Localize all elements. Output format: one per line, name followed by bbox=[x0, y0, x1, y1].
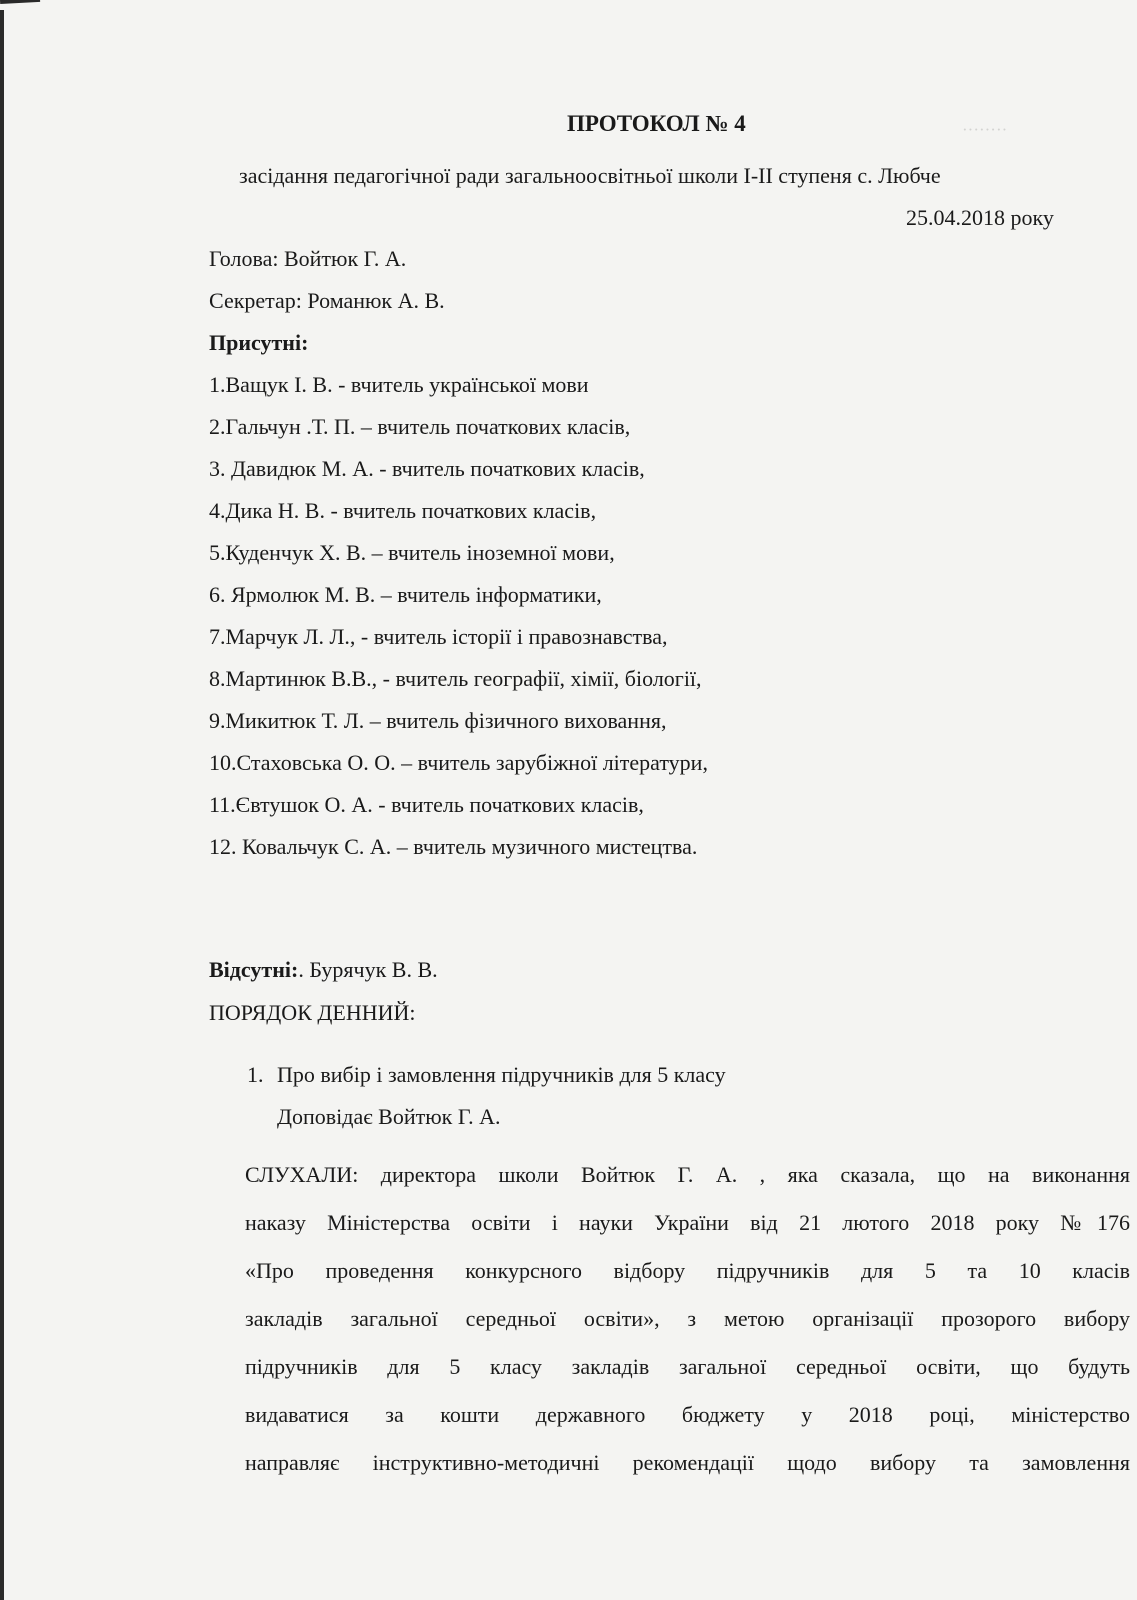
listened-line: «Про проведення конкурсного відбору підручників для 5 та 10 класів bbox=[245, 1258, 1130, 1283]
member-item: 11.Євтушок О. А. - вчитель початкових класів, bbox=[209, 792, 644, 817]
absent-value: . Бурячук В. В. bbox=[298, 957, 438, 982]
absent-label: Відсутні: bbox=[209, 957, 299, 982]
listened-line: СЛУХАЛИ: директора школи Войтюк Г. А. , яка сказала, що на виконання bbox=[245, 1162, 1130, 1187]
member-item: 12. Ковальчук С. А. – вчитель музичного мистецтва. bbox=[209, 834, 698, 859]
present-label: Присутні: bbox=[209, 330, 309, 355]
member-item: 6. Ярмолюк М. В. – вчитель інформатики, bbox=[209, 582, 602, 607]
protocol-subtitle: засідання педагогічної ради загальноосвітньої школи І-ІІ ступеня с. Любче bbox=[239, 163, 941, 188]
listened-line: направляє інструктивно-методичні рекомендації щодо вибору та замовлення bbox=[245, 1450, 1130, 1475]
member-item: 10.Стаховська О. О. – вчитель зарубіжної літератури, bbox=[209, 750, 708, 775]
absent-line bbox=[209, 957, 438, 983]
listened-line: видаватися за кошти державного бюджету у 2018 році, міністерство bbox=[245, 1402, 1130, 1427]
member-item: 5.Куденчук Х. В. – вчитель іноземної мови, bbox=[209, 540, 615, 565]
listened-line: наказу Міністерства освіти і науки України від 21 лютого 2018 року №176 bbox=[245, 1210, 1130, 1235]
member-item: 8.Мартинюк В.В., - вчитель географії, хімії, біології, bbox=[209, 666, 702, 691]
listened-line: підручників для 5 класу закладів загальної середньої освіти, що будуть bbox=[245, 1354, 1130, 1379]
protocol-date: 25.04.2018 року bbox=[906, 205, 1054, 230]
member-item: 9.Микитюк Т. Л. – вчитель фізичного виховання, bbox=[209, 708, 667, 733]
agenda-item-text: Про вибір і замовлення підручників для 5 класу bbox=[277, 1062, 726, 1087]
agenda-item-speaker: Доповідає Войтюк Г. А. bbox=[277, 1104, 501, 1129]
member-item: 2.Гальчун .Т. П. – вчитель початкових класів, bbox=[209, 414, 631, 439]
member-item: 7.Марчук Л. Л., - вчитель історії і правознавства, bbox=[209, 624, 668, 649]
scan-edge-left bbox=[0, 10, 4, 1600]
agenda-heading: ПОРЯДОК ДЕННИЙ: bbox=[209, 1000, 416, 1025]
member-item: 3. Давидюк М. А. - вчитель початкових класів, bbox=[209, 456, 645, 481]
member-item: 1.Ващук І. В. - вчитель української мови bbox=[209, 372, 589, 397]
scan-edge-top bbox=[0, 0, 40, 4]
member-item: 4.Дика Н. В. - вчитель початкових класів, bbox=[209, 498, 597, 523]
listened-line: закладів загальної середньої освіти», з метою організації прозорого вибору bbox=[245, 1306, 1130, 1331]
protocol-title: ПРОТОКОЛ № 4 bbox=[567, 111, 746, 136]
agenda-item-number: 1. bbox=[247, 1062, 264, 1087]
secretary-line: Секретар: Романюк А. В. bbox=[209, 288, 445, 313]
chair-line: Голова: Войтюк Г. А. bbox=[209, 246, 407, 271]
bleed-through-text: ········ bbox=[962, 120, 1008, 139]
